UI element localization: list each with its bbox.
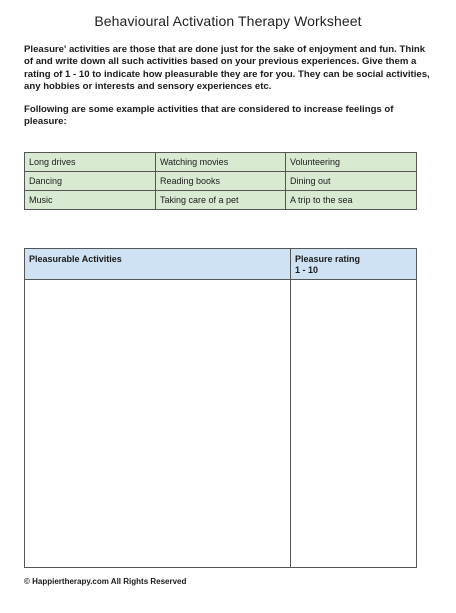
examples-intro-paragraph: Following are some example activities that are considered to increase feelings of pleasure: (24, 104, 394, 128)
table-row (25, 280, 417, 568)
intro-paragraph: Pleasure' activities are those that are done just for the sake of enjoyment and fun. Think of and write down all such activities based on your previous experiences. Give them a rating of 1 - 10 to indicate how pleasurable they are for you. They can be social activities, any hobbies or interests and sensory experiences etc. (24, 44, 430, 93)
example-activity-cell: Long drives (25, 153, 156, 172)
example-activities-table (24, 152, 417, 210)
table-header-row (25, 249, 417, 280)
table-row (25, 172, 417, 191)
example-activity-cell: Reading books (156, 172, 286, 191)
table-row (25, 191, 417, 210)
pleasure-rating-header-label: Pleasure rating (295, 254, 361, 264)
pleasurable-activities-header: Pleasurable Activities (25, 249, 291, 280)
pleasure-rating-header (291, 249, 417, 280)
example-activity-cell: A trip to the sea (286, 191, 417, 210)
worksheet-title: Behavioural Activation Therapy Worksheet (94, 13, 362, 29)
example-activity-cell: Taking care of a pet (156, 191, 286, 210)
copyright-footer: © Happiertherapy.com All Rights Reserved (24, 577, 187, 586)
pleasure-rating-header-range: 1 - 10 (295, 265, 319, 275)
example-activity-cell: Watching movies (156, 153, 286, 172)
example-activity-cell: Volunteering (286, 153, 417, 172)
pleasurable-activities-table (24, 248, 417, 568)
table-row (25, 153, 417, 172)
activity-entry-area[interactable] (25, 280, 291, 568)
example-activity-cell: Dining out (286, 172, 417, 191)
rating-entry-area[interactable] (291, 280, 417, 568)
example-activity-cell: Music (25, 191, 156, 210)
example-activity-cell: Dancing (25, 172, 156, 191)
